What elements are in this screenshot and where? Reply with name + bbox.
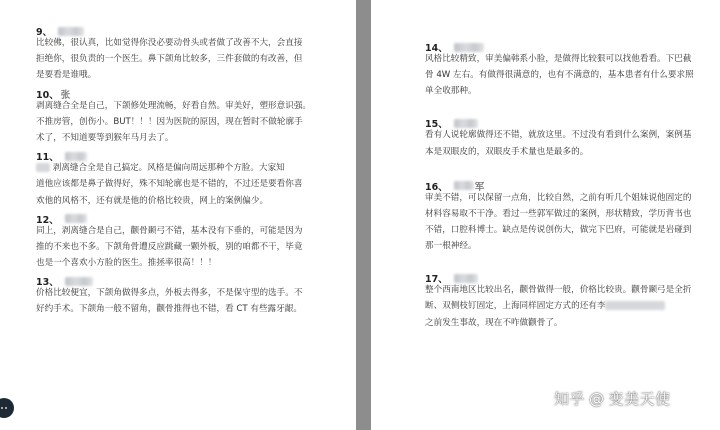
dot-icon (1, 407, 3, 409)
section-number: 11、 (36, 152, 59, 164)
redacted-name (454, 119, 478, 128)
body-line: 风格比较精致，审美偏韩系小脸，是做得比较狠可以找他看看。下巴截 (425, 54, 692, 64)
section-heading-tail: 军 (474, 181, 485, 193)
body-line: 材料容易取不干净。看过一些郭军做过的案例，形状精致，学历背书也 (425, 208, 692, 219)
section-12 (36, 212, 336, 268)
section-9 (36, 24, 336, 80)
section-heading (425, 271, 700, 285)
page-right (371, 0, 720, 430)
dot-icon (5, 407, 7, 409)
body-line (36, 163, 336, 173)
redacted-name (36, 163, 50, 172)
section-number: 15、 (425, 119, 448, 131)
body-line-text: 剥离缝合全是自己搞定。风格是偏向周远那种个方脸。大家知 (52, 163, 285, 174)
section-11 (36, 149, 336, 205)
section-number: 10、 (36, 89, 59, 101)
body-line: 单全收那种。 (425, 86, 477, 97)
body-line: 那一根神经。 (425, 241, 477, 252)
watermark (554, 388, 671, 409)
watermark-author: 变美天使 (608, 390, 671, 408)
body-line: 整个西南地区比较出名，颧骨做得一般，价格比较贵。颧骨颞弓是全折 (425, 285, 692, 296)
section-heading (36, 149, 336, 163)
body-line: 骨 4W 左右。有做得很满意的，也有不满意的，基本患者有什么要求照 (425, 70, 694, 81)
body-line: 本是双眼皮的，双眼皮手术量也是最多的。 (425, 146, 589, 157)
section-heading (36, 87, 336, 101)
body-line (425, 301, 700, 311)
body-line: 推的不来也不多。下颌角骨遭反应跳藏一颗外板，别的咱都不干，毕竟 (36, 241, 303, 252)
watermark-brand: 知乎 (554, 390, 586, 408)
page-left (0, 0, 356, 430)
section-number: 9、 (36, 27, 53, 38)
section-15 (425, 116, 700, 156)
body-line-text: 断、双侧枝钉固定，上海同样固定方式的还有李 (425, 301, 606, 312)
body-line: 拒绝你，很负责的一个医生。鼻下颌角比较多，三件套做的有改善，但 (36, 54, 303, 65)
body-line: 好约手术。下颌角一般不留角，颧骨推得也不错，看 CT 有些露牙龈。 (36, 304, 302, 315)
section-14 (425, 40, 700, 96)
body-line: 术了，不知道要等到猴年马月去了。 (36, 132, 174, 143)
redacted-name (65, 214, 87, 223)
section-heading (425, 116, 700, 130)
section-number: 13、 (36, 277, 59, 289)
redacted-name (65, 277, 93, 286)
redacted-name (65, 152, 87, 161)
section-number: 17、 (425, 274, 448, 286)
section-13 (36, 274, 336, 314)
body-line: 之前发生事故，现在不咋做颧骨了。 (425, 317, 563, 328)
body-line: 剥离缝合全是自己，下颌修处理流畅，好看自然。审美好，塑形意识强。 (36, 100, 312, 111)
body-line: 是要看是谁哦。 (36, 70, 97, 81)
body-line: 欢他的风格不，还有就是他的价格比较贵，网上的案例偏少。 (36, 195, 269, 206)
section-number: 16、 (425, 181, 448, 193)
body-line: 看有人说轮廓做得还不错，就放这里。不过没有看到什么案例，案例基 (425, 130, 692, 141)
section-heading (36, 24, 336, 38)
section-16 (425, 179, 700, 252)
redacted-name (605, 301, 665, 310)
section-number: 14、 (425, 43, 448, 54)
body-line: 不错，口腔科博士。缺点是传说创伤大，做完下巴府，可能就是岩碰到 (425, 224, 692, 235)
redacted-name (454, 181, 474, 190)
body-line: 道他应该都是鼻子做得好，殊不知轮廓也是不错的，不过还是要看你喜 (36, 179, 303, 190)
body-line: 也是一个喜欢小方脸的医生。推拯率很高！！！ (36, 258, 217, 269)
redacted-name (454, 43, 484, 52)
body-line: 审美不错，可以保留一点角，比较自然，之前有听几个姐妹说他固定的 (425, 192, 692, 203)
section-heading (425, 179, 700, 193)
watermark-separator: @ (589, 390, 605, 408)
body-line: 同上，剥离缝合是自己，颧骨颞弓不错，基本没有下垂的，可能是因为 (36, 225, 303, 236)
section-number: 12、 (36, 214, 59, 226)
section-10 (36, 87, 336, 143)
body-line: 比较佛，很认真，比如觉得你没必要动骨头或者做了改善不大，会直接 (36, 38, 303, 48)
body-line: 不推房管，创伤小。BUT！！！因为医院的原因，现在暂时不做轮廓手 (36, 116, 303, 127)
redacted-name (454, 274, 478, 283)
body-line: 价格比较便宜，下颌角做得多点，外板去得多，不是保守型的选手。不 (36, 288, 303, 299)
redacted-name (58, 27, 84, 36)
section-heading (425, 40, 700, 54)
section-heading (36, 274, 336, 288)
section-17 (425, 271, 700, 327)
section-heading (36, 212, 336, 226)
section-heading-tail: 张 (60, 89, 71, 101)
